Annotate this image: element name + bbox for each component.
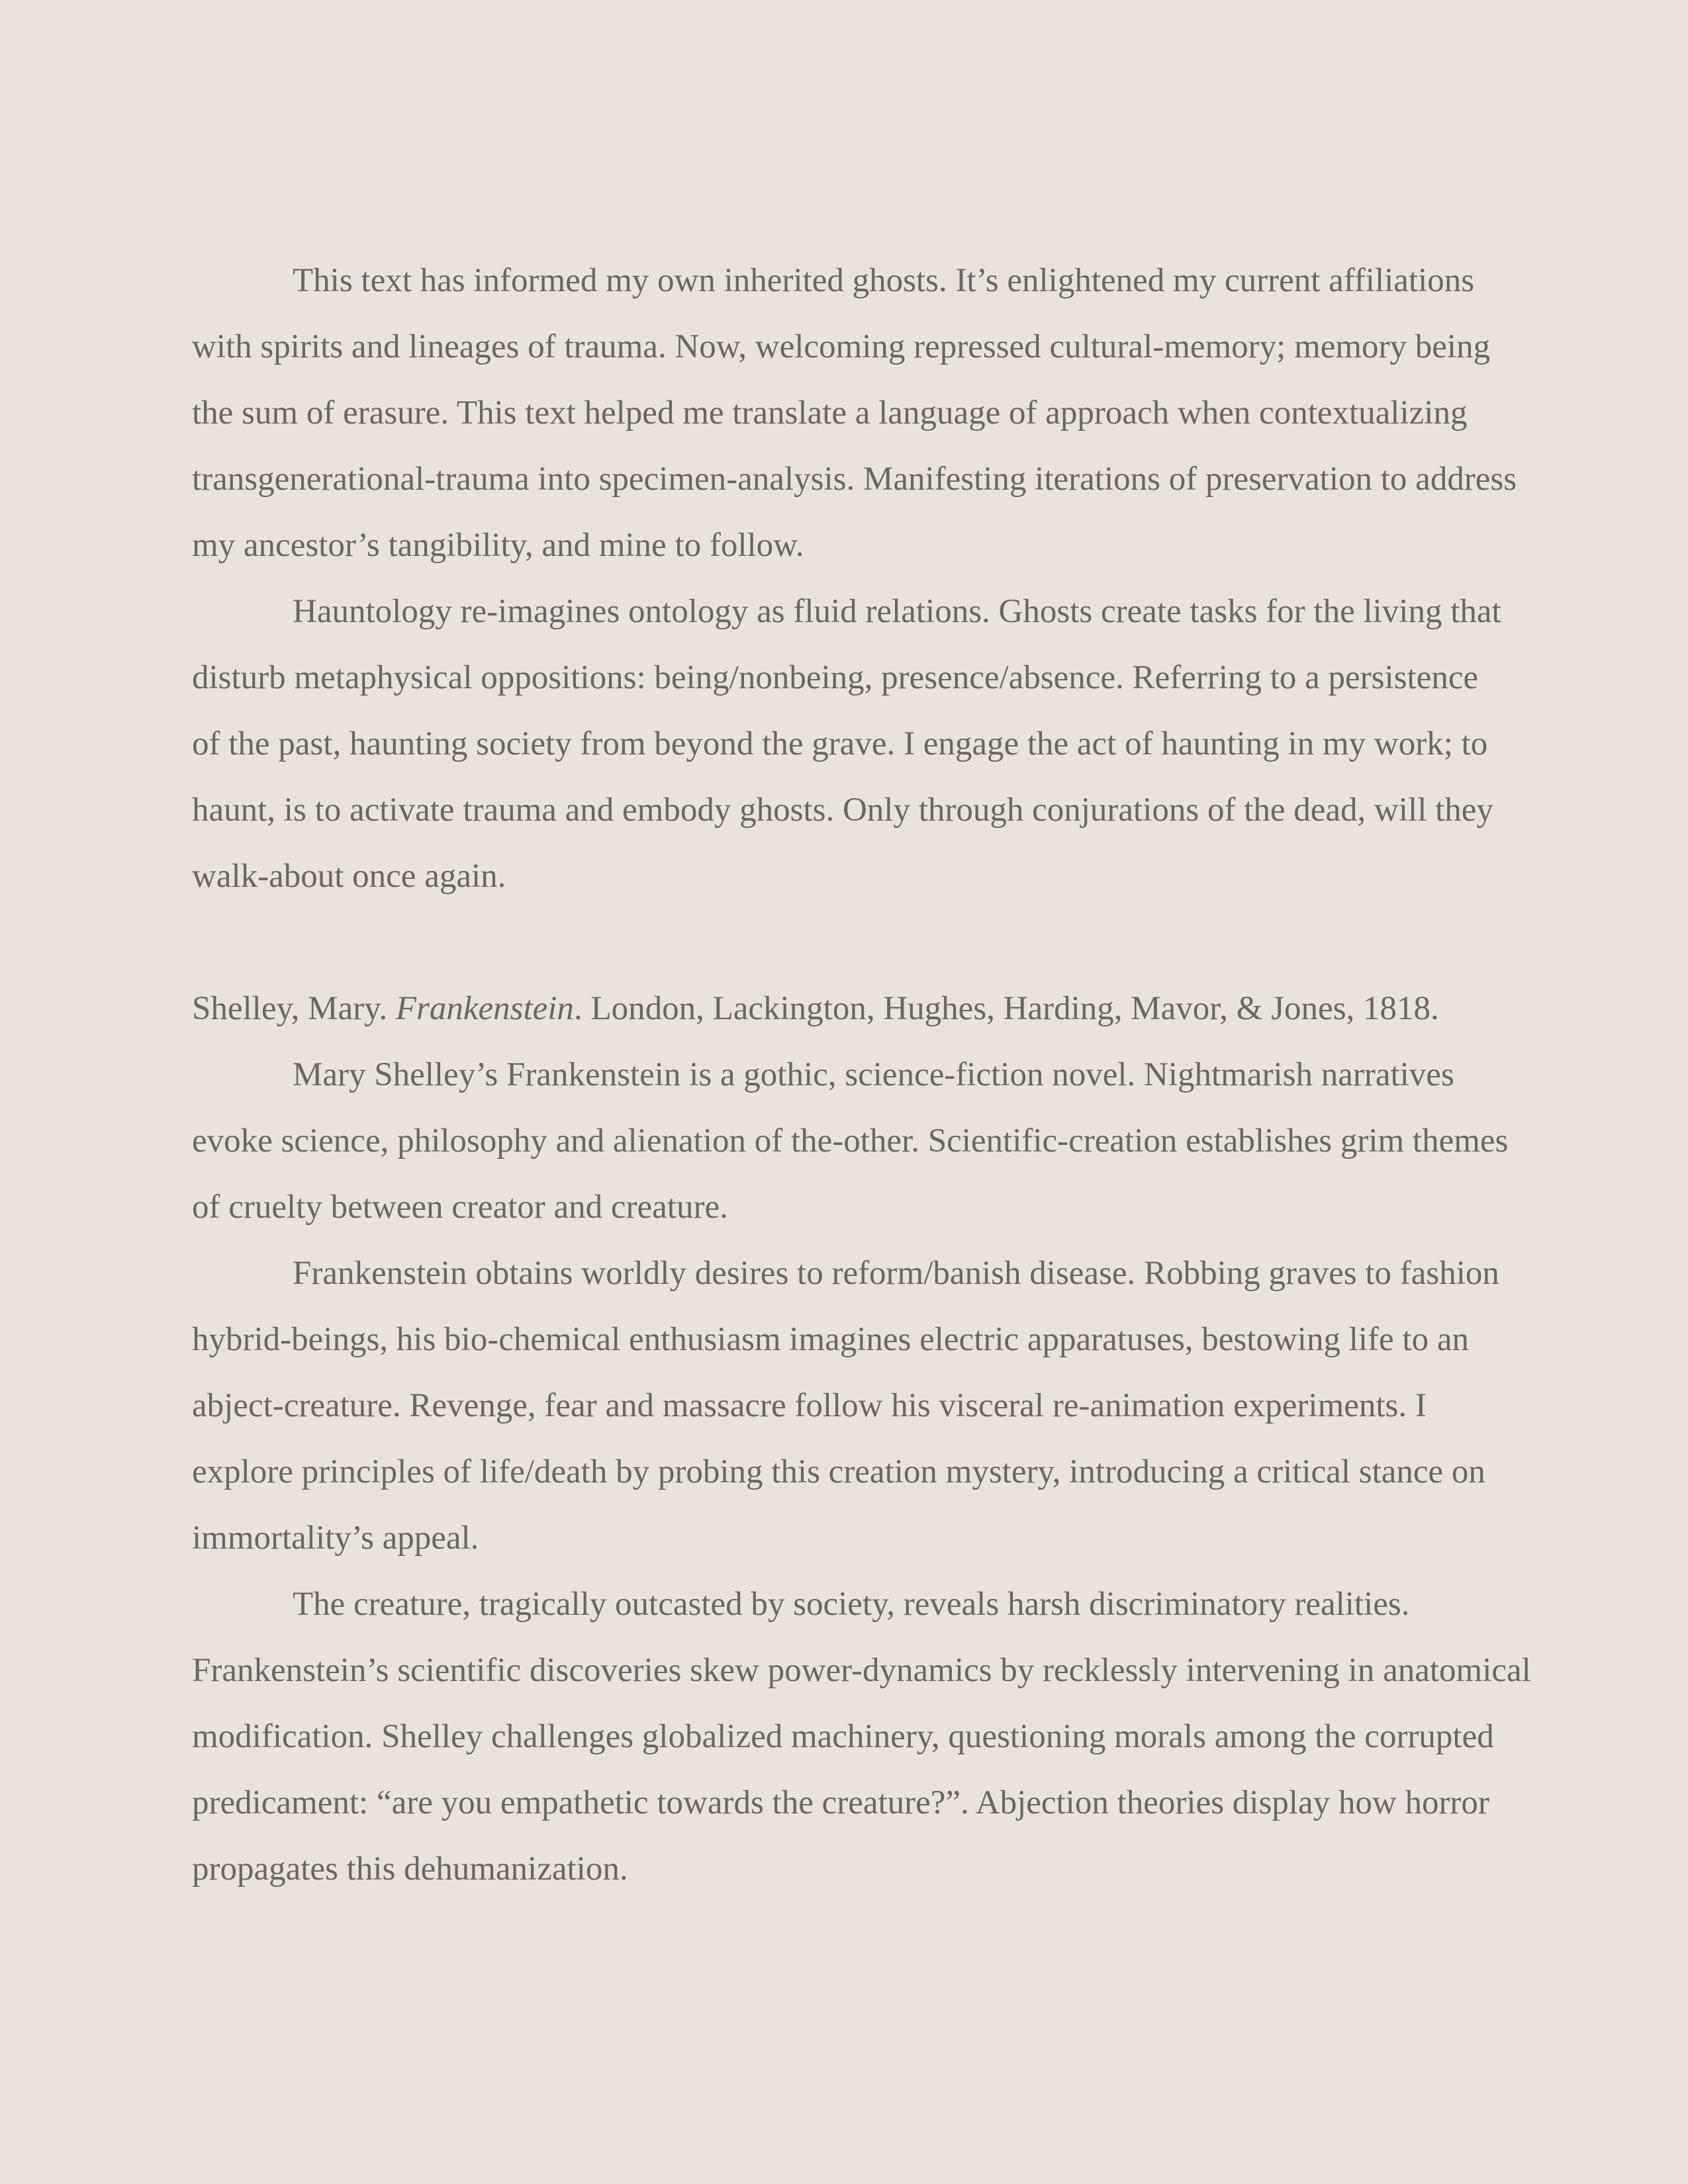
text-line: haunt, is to activate trauma and embody ghosts. Only through conjurations of the dead, will they: [192, 792, 1493, 829]
blank-line-spacer: [192, 909, 1516, 976]
text-line: of the past, haunting society from beyond the grave. I engage the act of haunting in my work; to: [192, 725, 1488, 762]
paragraph-hauntology: [192, 578, 1516, 909]
essay-text: [192, 248, 1531, 1902]
text-line: Hauntology re-imagines ontology as fluid relations. Ghosts create tasks for the living that: [293, 593, 1501, 630]
text-line: the sum of erasure. This text helped me translate a language of approach when contextualizing: [192, 394, 1468, 432]
text-line: modification. Shelley challenges globalized machinery, questioning morals among the corrupted: [192, 1718, 1494, 1755]
paragraph-annotation-summary: [192, 1042, 1516, 1240]
paragraph-reflection: [192, 248, 1516, 578]
text-line: The creature, tragically outcasted by society, reveals harsh discriminatory realities.: [293, 1586, 1410, 1623]
text-line: hybrid-beings, his bio-chemical enthusiasm imagines electric apparatuses, bestowing life to an: [192, 1321, 1469, 1358]
text-line: explore principles of life/death by probing this creation mystery, introducing a critical stance on: [192, 1453, 1485, 1490]
paragraph-annotation-creature: [192, 1571, 1531, 1902]
text-line: This text has informed my own inherited ghosts. It’s enlightened my current affiliations: [293, 262, 1475, 299]
citation-book-title: Frankenstein: [395, 990, 574, 1027]
text-line: of cruelty between creator and creature.: [192, 1189, 728, 1226]
paragraph-annotation-plot: [192, 1240, 1516, 1571]
citation-author: Shelley, Mary.: [192, 990, 396, 1027]
text-line: Mary Shelley’s Frankenstein is a gothic, science-fiction novel. Nightmarish narratives: [293, 1056, 1454, 1093]
text-line: predicament: “are you empathetic towards the creature?”. Abjection theories display how horror: [192, 1784, 1489, 1821]
text-line: walk-about once again.: [192, 858, 506, 895]
text-line: Frankenstein obtains worldly desires to reform/banish disease. Robbing graves to fashion: [293, 1255, 1499, 1292]
text-line: disturb metaphysical oppositions: being/nonbeing, presence/absence. Referring to a persistence: [192, 659, 1479, 696]
text-line: propagates this dehumanization.: [192, 1850, 628, 1888]
text-line: transgenerational-trauma into specimen-analysis. Manifesting iterations of preservation to address: [192, 461, 1517, 498]
text-line: with spirits and lineages of trauma. Now, welcoming repressed cultural-memory; memory being: [192, 328, 1491, 365]
text-line: abject-creature. Revenge, fear and massacre follow his visceral re-animation experiments. I: [192, 1387, 1427, 1424]
text-line: my ancestor’s tangibility, and mine to follow.: [192, 527, 804, 564]
text-line: Frankenstein’s scientific discoveries skew power-dynamics by recklessly intervening in anatomical: [192, 1652, 1531, 1689]
citation-publication: . London, Lackington, Hughes, Harding, Mavor, & Jones, 1818.: [573, 990, 1439, 1027]
text-line: immortality’s appeal.: [192, 1520, 479, 1557]
citation-line: [192, 976, 1516, 1042]
text-line: evoke science, philosophy and alienation of the-other. Scientific-creation establishes grim themes: [192, 1122, 1509, 1160]
